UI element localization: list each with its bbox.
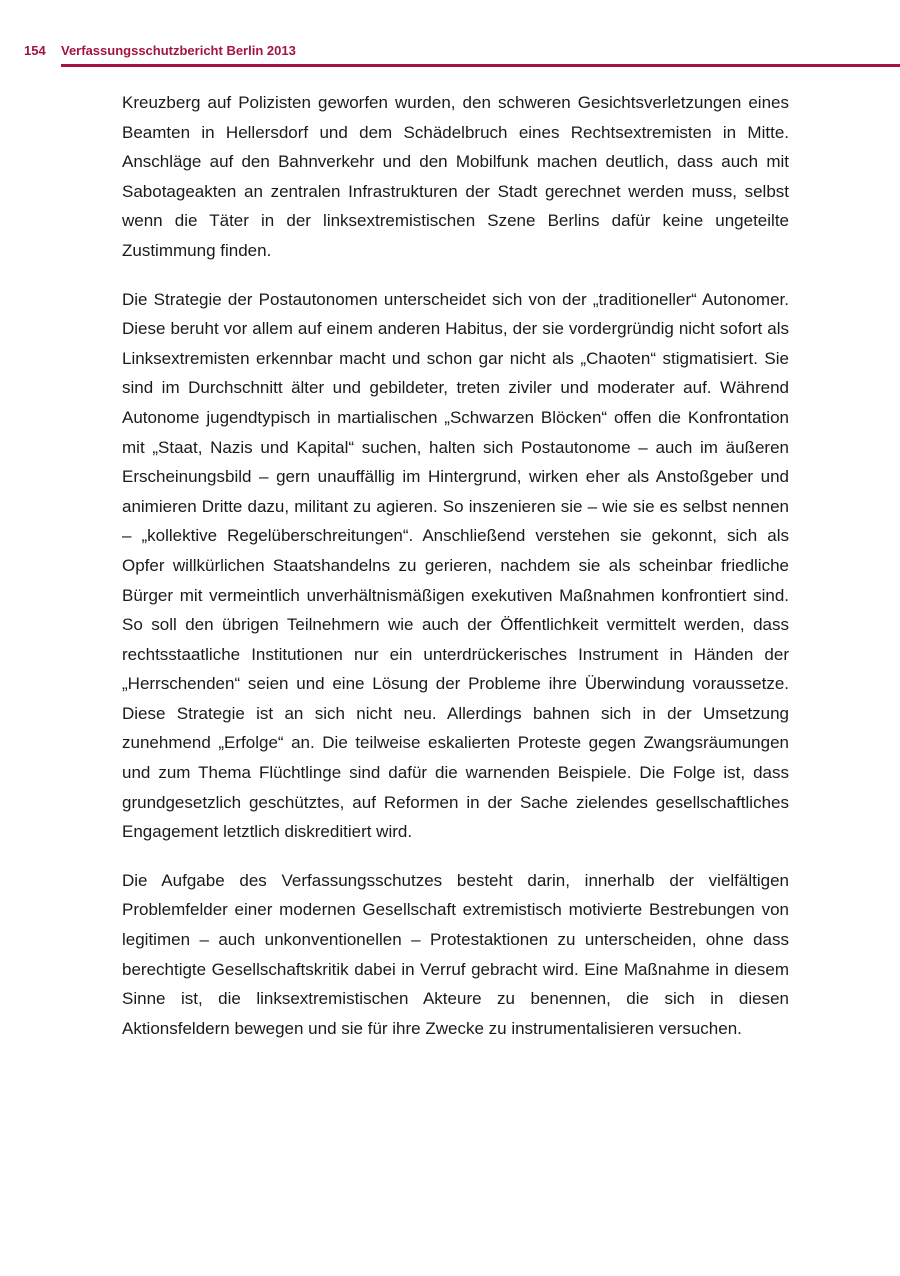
paragraph-3: Die Aufgabe des Verfassungsschutzes besteht darin, innerhalb der vielfältigen Problemfelder einer modernen Gesellschaft extremistisch motivierte Bestrebungen von legitimen – auch unkonventionellen – Protestaktionen zu unterscheiden, ohne dass berechtigte Gesellschaftskritik dabei in Verruf gebracht wird. Eine Maßnahme in diesem Sinne ist, die linksextremistischen Akteure zu benennen, die sich in diesen Aktionsfeldern bewegen und sie für ihre Zwecke zu instrumentalisieren versuchen. [122, 870, 789, 1038]
paragraph-2: Die Strategie der Postautonomen unterscheidet sich von der „traditioneller“ Autonomer. Diese beruht vor allem auf einem anderen Habitus, der sie vordergründig nicht sofort als Linksextremisten erkennbar macht und schon gar nicht als „Chaoten“ stigmatisiert. Sie sind im Durchschnitt älter und gebildeter, treten ziviler und moderater auf. Während Autonome jugendtypisch in martialischen „Schwarzen Blöcken“ offen die Konfrontation mit „Staat, Nazis und Kapital“ suchen, halten sich Postautonome – auch im äußeren Erscheinungsbild – gern unauffällig im Hintergrund, wirken eher als Anstoßgeber und animieren Dritte dazu, militant zu agieren. So inszenieren sie – wie sie es selbst nennen – „kollektive Regelüberschreitungen“. Anschließend verstehen sie gekonnt, sich als Opfer willkürlichen Staatshandelns zu gerieren, nachdem sie als scheinbar friedliche Bürger mit vermeintlich unverhältnismäßigen exekutiven Maßnahmen konfrontiert sind. So soll den übrigen Teilnehmern wie auch der Öffentlichkeit vermittelt werden, dass rechtsstaatliche Institutionen nur ein unterdrückerisches Instrument in Händen der „Herrschenden“ seien und eine Lösung der Probleme ihre Überwindung voraussetze. Diese Strategie ist an sich nicht neu. Allerdings bahnen sich in der Umsetzung zunehmend „Erfolge“ an. Die teilweise eskalierten Proteste gegen Zwangsräumungen und zum Thema Flüchtlinge sind dafür die warnenden Beispiele. Die Folge ist, dass grundgesetzlich geschütztes, auf Reformen in der Sache zielendes gesellschaftliches Engagement letztlich diskreditiert wird. [122, 289, 789, 842]
body-text [122, 88, 789, 1062]
page-header [24, 38, 900, 68]
paragraph-1: Kreuzberg auf Polizisten geworfen wurden, den schweren Gesichtsverletzungen eines Beamten in Hellersdorf und dem Schädelbruch eines Rechtsextremisten in Mitte. Anschläge auf den Bahnverkehr und den Mobilfunk machen deutlich, dass auch mit Sabotageakten an zentralen Infrastrukturen der Stadt gerechnet werden muss, selbst wenn die Täter in der linksextremistischen Szene Berlins dafür keine ungeteilte Zustimmung finden. [122, 93, 789, 260]
page-number: 154 [24, 43, 46, 58]
running-title: Verfassungsschutzbericht Berlin 2013 [61, 43, 296, 58]
header-divider [61, 64, 900, 67]
